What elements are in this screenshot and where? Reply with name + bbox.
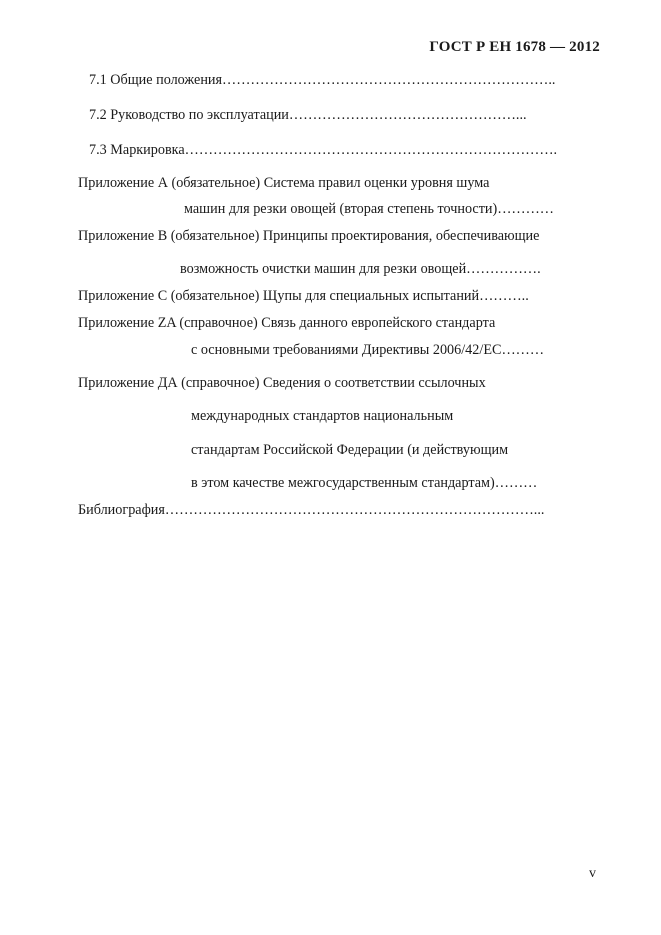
page-number: v	[589, 866, 596, 881]
toc-entry-bibliography: Библиография……………………………………………………………………...	[78, 502, 545, 518]
toc-entry-appendix-b-line1: Приложение В (обязательное) Принципы проектирования, обеспечивающие	[78, 228, 540, 244]
toc-entry-appendix-za-line2: с основными требованиями Директивы 2006/42/ЕС………	[191, 342, 545, 358]
toc-entry-appendix-a-line1: Приложение А (обязательное) Система правил оценки уровня шума	[78, 175, 490, 191]
toc-entry-appendix-a-line2: машин для резки овощей (вторая степень точности)…………	[184, 201, 554, 217]
toc-entry-appendix-b-line2: возможность очистки машин для резки овощей…………….	[180, 261, 541, 277]
document-header: ГОСТ Р ЕН 1678 — 2012	[429, 39, 600, 55]
toc-entry-7-2: 7.2 Руководство по эксплуатации…………………………………………...	[89, 107, 527, 123]
toc-entry-7-3: 7.3 Маркировка…………………………………………………………………….	[89, 142, 558, 158]
toc-entry-appendix-da-line4: в этом качестве межгосударственным стандартам)………	[191, 475, 538, 491]
toc-entry-appendix-da-line3: стандартам Российской Федерации (и действующим	[191, 442, 509, 458]
toc-entry-appendix-da-line1: Приложение ДА (справочное) Сведения о соответствии ссылочных	[78, 375, 486, 391]
toc-entry-appendix-da-line2: международных стандартов национальным	[191, 408, 454, 424]
toc-entry-7-1: 7.1 Общие положения……………………………………………………………..	[89, 72, 556, 88]
toc-entry-appendix-c: Приложение С (обязательное) Щупы для специальных испытаний………..	[78, 288, 529, 304]
toc-entry-appendix-za-line1: Приложение ZA (справочное) Связь данного европейского стандарта	[78, 315, 496, 331]
